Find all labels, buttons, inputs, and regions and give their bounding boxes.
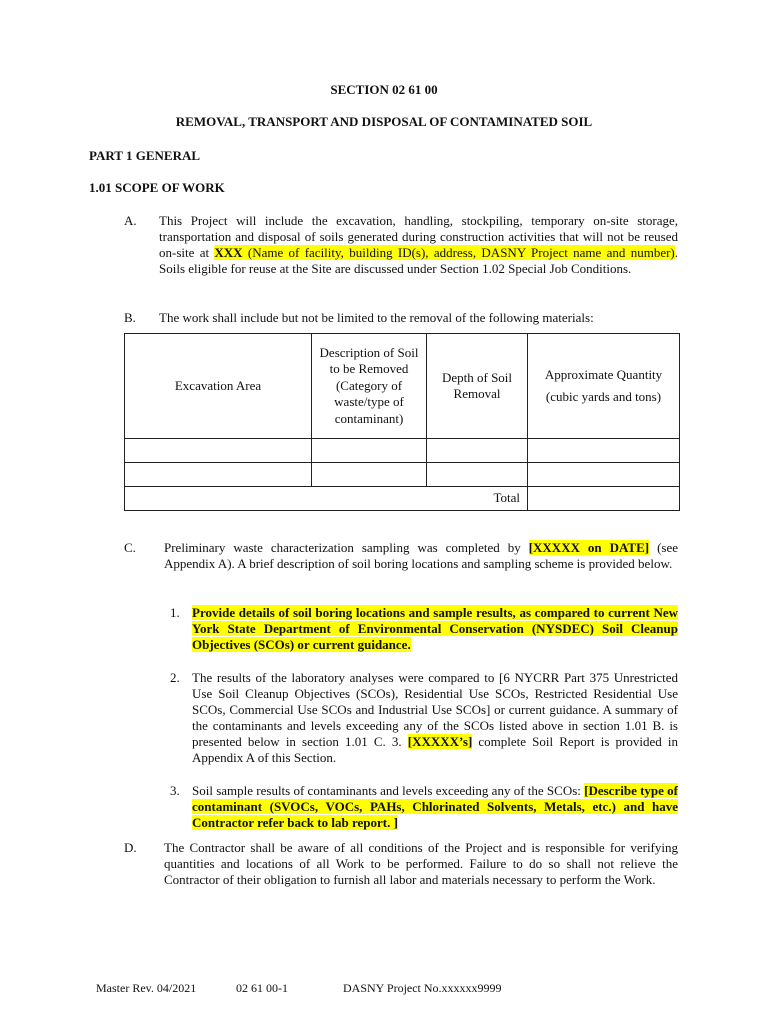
list-item-1	[192, 605, 678, 653]
paragraph-b: The work shall include but not be limited to the removal of the following materials:	[159, 310, 594, 325]
paragraph-c-label: C.	[124, 540, 136, 555]
report-author-placeholder: [XXXXX’s]	[407, 734, 473, 749]
article-heading: 1.01 SCOPE OF WORK	[89, 180, 225, 195]
footer-master-revision: Master Rev. 04/2021	[96, 981, 197, 995]
header-description: Description of Soil to be Removed (Category of waste/type of contaminant)	[312, 334, 427, 439]
total-value-cell	[528, 487, 680, 511]
table-cell	[427, 463, 528, 487]
facility-placeholder: XXX	[214, 245, 243, 260]
table-cell	[125, 439, 312, 463]
table-cell	[528, 439, 680, 463]
list-item-1-text: Provide details of soil boring locations and sample results, as compared to current New York State Department of Environmental Conservation (NYSDEC) Soil Cleanup Objectives (SCOs) or current guidance.	[192, 605, 678, 652]
table-cell	[528, 463, 680, 487]
list-item-2-text-end: complete Soil Report is provided in Appendix A of this Section.	[192, 734, 678, 765]
list-item-1-number: 1.	[170, 605, 180, 620]
table-cell	[125, 463, 312, 487]
table-cell	[427, 439, 528, 463]
table-header-row	[125, 334, 680, 439]
list-item-3	[192, 783, 678, 831]
list-item-3-text-start: Soil sample results of contaminants and levels exceeding any of the SCOs:	[192, 783, 585, 798]
paragraph-a-text-end: . Soils eligible for reuse at the Site are discussed under Section 1.02 Special Job Conditions.	[159, 245, 678, 276]
paragraph-a	[159, 213, 678, 277]
table-row	[125, 439, 680, 463]
materials-table	[124, 333, 680, 511]
footer-page-number: 02 61 00-1	[236, 981, 288, 995]
paragraph-a-label: A.	[124, 213, 137, 228]
section-number: SECTION 02 61 00	[330, 82, 438, 97]
paragraph-c-text-end: (see Appendix A). A brief description of soil boring locations and sampling scheme is provided below.	[164, 540, 678, 571]
document-title: REMOVAL, TRANSPORT AND DISPOSAL OF CONTAMINATED SOIL	[175, 114, 593, 129]
table-cell	[312, 463, 427, 487]
table-total-row	[125, 487, 680, 511]
header-quantity-title: Approximate Quantity	[544, 366, 663, 382]
total-label: Total	[125, 487, 528, 511]
sampling-date-placeholder: [XXXXX on DATE]	[528, 540, 650, 555]
list-item-3-number: 3.	[170, 783, 180, 798]
table-cell	[312, 439, 427, 463]
paragraph-d-label: D.	[124, 840, 137, 855]
list-item-2	[192, 670, 678, 766]
paragraph-a-text-start: This Project will include the excavation, handling, stockpiling, temporary on-site storage, transportation and disposal of soils generated during construction activities that will not be reused on-site at	[159, 213, 678, 260]
facility-description-placeholder: (Name of facility, building ID(s), address, DASNY Project name and number)	[242, 245, 675, 260]
paragraph-c-text-start: Preliminary waste characterization sampling was completed by	[164, 540, 529, 555]
contaminant-description-placeholder: [Describe type of contaminant (SVOCs, VOCs, PAHs, Chlorinated Solvents, Metals, etc.) and have Contractor refer back to lab report. ]	[192, 783, 679, 830]
list-item-2-text-start: The results of the laboratory analyses were compared to [6 NYCRR Part 375 Unrestricted Use Soil Cleanup Objectives (SCOs), Residential Use SCOs, Restricted Residential Use SCOs, Commercial Use SCOs and Industrial Use SCOs] or current guidance. A summary of the contaminants and levels exceeding any of the SCOs listed above in section 1.01 B. is presented below in section 1.01 C. 3.	[192, 670, 678, 749]
table-row	[125, 463, 680, 487]
part-heading: PART 1 GENERAL	[89, 148, 201, 163]
header-quantity-units: (cubic yards and tons)	[545, 389, 662, 404]
paragraph-c	[164, 540, 678, 572]
footer-project-number: DASNY Project No.xxxxxx9999	[343, 981, 502, 995]
header-depth: Depth of Soil Removal	[427, 334, 528, 439]
header-quantity	[528, 334, 680, 439]
paragraph-d: The Contractor shall be aware of all conditions of the Project and is responsible for verifying quantities and locations of all Work to be performed. Failure to do so shall not relieve the Contractor of their obligation to furnish all labor and materials necessary to perform the Work.	[164, 840, 678, 887]
list-item-2-number: 2.	[170, 670, 180, 685]
header-excavation-area: Excavation Area	[125, 334, 312, 439]
paragraph-b-label: B.	[124, 310, 136, 325]
